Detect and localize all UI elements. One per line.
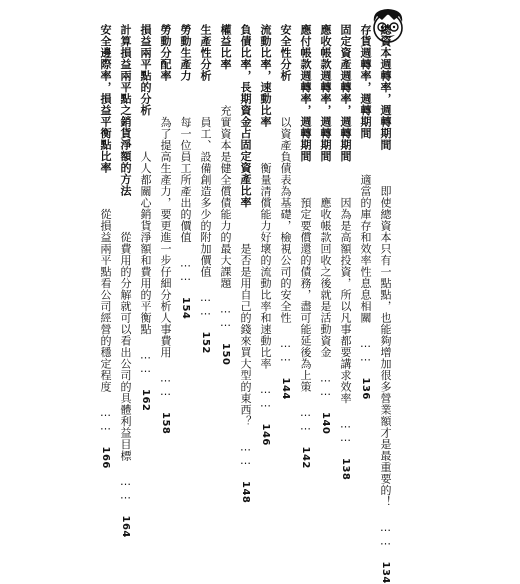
toc-entry-page: 164 (120, 515, 131, 538)
toc-entry[interactable]: 應收帳款週轉率，週轉期間 應收帳款回收之後就是活動資金 …… 140 (319, 24, 332, 435)
toc-entry-title: 應付帳款週轉率，週轉期間 (299, 24, 312, 162)
toc-entry[interactable]: 損益兩平點的分析 人人都關心銷貨淨額和費用的平衡點 …… 162 (139, 24, 152, 412)
toc-entry-desc: 從費用的分解就可以看出公司的具體利益目標 (119, 231, 132, 462)
toc-entry-desc: 員工、設備創造多少的附加價值 (199, 116, 212, 278)
toc-entry-desc: 因為是高額投資，所以凡事都要講求效率 (339, 197, 352, 404)
toc-entry-page: 150 (220, 343, 231, 366)
toc-entry-title: 應收帳款週轉率，週轉期間 (319, 24, 332, 162)
toc-entry-desc: 是否是用自己的錢來買大型的東西？ (239, 243, 252, 427)
toc-entry-title: 生產性分析 (199, 24, 212, 82)
toc-entry-title: 存貨週轉率，週轉期間 (359, 24, 372, 139)
toc-entry-page: 152 (200, 331, 211, 354)
toc-entry[interactable]: 存貨週轉率，週轉期間 適當的庫存和效率性息息相關 …… 136 (359, 24, 372, 400)
toc-entry-desc: 從損益兩平點看公司經營的穩定程度 (99, 208, 112, 393)
toc-entry-page: 146 (260, 423, 271, 446)
toc-entry-desc: 適當的庫存和效率性息息相關 (359, 174, 372, 324)
toc-entry-page: 154 (180, 297, 191, 320)
toc-entry-title: 負債比率，長期資金占固定資產比率 (239, 24, 252, 208)
toc-entry-desc: 人人都關心銷貨淨額和費用的平衡點 (139, 151, 152, 335)
toc-entry-title: 損益兩平點的分析 (139, 24, 152, 116)
toc-entry[interactable]: 勞動分配率 為了提高生產力，要更進一步仔細分析人事費用 …… 158 (159, 24, 172, 435)
toc-entry-page: 148 (240, 481, 251, 504)
toc-entry[interactable]: 安全性分析 以資產負債表為基礎，檢視公司的安全性 …… 144 (279, 24, 292, 400)
toc-entry[interactable]: 應付帳款週轉率，週轉期間 預定要償還的債務，盡可能延後為上策 …… 142 (299, 24, 312, 469)
toc-entry-page: 138 (340, 458, 351, 481)
toc-entry-desc: 預定要償還的債務，盡可能延後為上策 (299, 197, 312, 393)
toc-entry[interactable]: 生產性分析 員工、設備創造多少的附加價值 …… 152 (199, 24, 212, 354)
toc-entry[interactable]: 勞動生產力 每一位員工所產出的價值 …… 154 (179, 24, 192, 320)
toc-entry-desc: 以資產負債表為基礎，檢視公司的安全性 (279, 116, 292, 324)
toc-entry-title: 安全邊際率，損益平衡點比率 (99, 24, 112, 174)
toc-entry-title: 計算損益兩平點之銷貨淨額的方法 (119, 24, 132, 197)
toc-entry-page: 142 (300, 446, 311, 469)
toc-entry-page: 162 (140, 389, 151, 412)
toc-entry-title: 固定資產週轉率，週轉期間 (339, 24, 352, 162)
toc-entry-page: 140 (320, 412, 331, 435)
toc-entry-desc: 應收帳款回收之後就是活動資金 (319, 197, 332, 358)
toc-entry-desc: 即使總資本只有一點點，也能夠增加很多營業額才是最重要的！ (379, 185, 392, 508)
toc-entry-page: 144 (280, 377, 291, 400)
toc-entry-page: 134 (380, 561, 391, 584)
toc-entry[interactable]: 權益比率 充實資本是健全償債能力的最大課題 …… 150 (219, 24, 232, 366)
toc-entry[interactable]: 計算損益兩平點之銷貨淨額的方法 從費用的分解就可以看出公司的具體利益目標 …… 164 (119, 24, 132, 538)
toc-entry-desc: 為了提高生產力，要更進一步仔細分析人事費用 (159, 116, 172, 358)
toc-entry[interactable]: 安全邊際率，損益平衡點比率 從損益兩平點看公司經營的穩定程度 …… 166 (99, 24, 112, 469)
toc-entry-desc: 充實資本是健全償債能力的最大課題 (219, 105, 232, 289)
toc-entry-page: 158 (160, 412, 171, 435)
toc-entry[interactable]: 負債比率，長期資金占固定資產比率 是否是用自己的錢來買大型的東西？ …… 148 (239, 24, 252, 504)
toc-entry-desc: 衡量清償能力好壞的流動比率和速動比率 (259, 162, 272, 370)
toc-entry[interactable]: 流動比率，速動比率 衡量清償能力好壞的流動比率和速動比率 …… 146 (259, 24, 272, 446)
toc-entry-title: 安全性分析 (279, 24, 292, 82)
toc-entry-desc: 每一位員工所產出的價值 (179, 116, 192, 243)
toc-entry-title: 勞動分配率 (159, 24, 172, 82)
toc-entry[interactable]: 總資本週轉率，週轉期間 即使總資本只有一點點，也能夠增加很多營業額才是最重要的！ …… 134 (379, 24, 392, 584)
toc-entry-page: 166 (100, 446, 111, 469)
toc-entry-title: 總資本週轉率，週轉期間 (379, 24, 392, 151)
toc-entry-page: 136 (360, 377, 371, 400)
toc-entry-title: 流動比率，速動比率 (259, 24, 272, 128)
toc-entry-title: 勞動生產力 (179, 24, 192, 82)
toc-entry-title: 權益比率 (219, 24, 232, 70)
toc-entry[interactable]: 固定資產週轉率，週轉期間 因為是高額投資，所以凡事都要講求效率 …… 138 (339, 24, 352, 481)
